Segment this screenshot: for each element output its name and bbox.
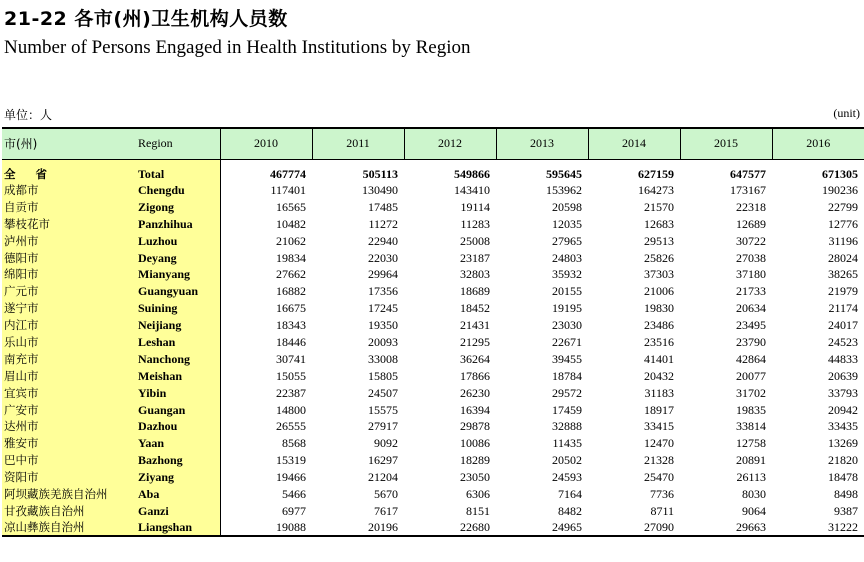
value-cell: 24965 bbox=[496, 519, 588, 536]
value-cell: 12470 bbox=[644, 436, 674, 451]
value-cell: 20502 bbox=[552, 453, 582, 468]
region-name-en: Dazhou bbox=[132, 418, 220, 435]
value-cell: 24017 bbox=[828, 318, 858, 333]
value-cell: 23187 bbox=[460, 250, 490, 265]
value-cell: 35932 bbox=[552, 267, 582, 282]
header-year: 2014 bbox=[588, 128, 680, 159]
region-name-en: Guangan bbox=[132, 401, 220, 418]
unit-label-cn: 单位：人 bbox=[4, 108, 53, 122]
value-cell: 21570 bbox=[644, 199, 674, 214]
value-cell: 6306 bbox=[466, 486, 490, 501]
value-cell: 20639 bbox=[828, 368, 858, 383]
value-cell: 20196 bbox=[312, 519, 404, 536]
value-cell: 21820 bbox=[828, 453, 858, 468]
value-cell: 11283 bbox=[460, 216, 490, 231]
value-cell: 33435 bbox=[828, 419, 858, 434]
header-year: 2015 bbox=[680, 128, 772, 159]
value-cell: 19834 bbox=[276, 250, 306, 265]
table-row bbox=[2, 469, 864, 486]
value-cell: 16882 bbox=[276, 284, 306, 299]
table-row bbox=[2, 502, 864, 519]
value-cell: 15805 bbox=[368, 368, 398, 383]
value-cell: 41401 bbox=[644, 351, 674, 366]
value-cell: 17866 bbox=[460, 368, 490, 383]
value-cell: 153962 bbox=[546, 182, 582, 197]
table-body bbox=[2, 159, 864, 536]
region-name-en: Luzhou bbox=[132, 232, 220, 249]
value-cell: 22680 bbox=[404, 519, 496, 536]
value-cell: 17459 bbox=[552, 402, 582, 417]
value-cell: 8498 bbox=[834, 486, 858, 501]
value-cell: 21006 bbox=[644, 284, 674, 299]
value-cell: 143410 bbox=[454, 182, 490, 197]
value-cell: 29513 bbox=[644, 233, 674, 248]
value-cell: 21204 bbox=[368, 470, 398, 485]
unit-label-en: (unit) bbox=[833, 106, 860, 120]
value-cell: 16565 bbox=[276, 199, 306, 214]
region-name-en: Suining bbox=[132, 300, 220, 317]
value-cell: 20077 bbox=[736, 368, 766, 383]
region-name-en: Meishan bbox=[132, 367, 220, 384]
value-cell: 39455 bbox=[552, 351, 582, 366]
value-cell: 21174 bbox=[828, 301, 858, 316]
value-cell: 26230 bbox=[460, 385, 490, 400]
value-cell: 5466 bbox=[282, 486, 306, 501]
value-cell: 20155 bbox=[552, 284, 582, 299]
value-cell: 24593 bbox=[552, 470, 582, 485]
city-name-cn: 绵阳市 bbox=[2, 266, 132, 283]
value-cell: 19830 bbox=[644, 301, 674, 316]
value-cell: 21062 bbox=[276, 233, 306, 248]
table-row bbox=[2, 215, 864, 232]
value-cell: 30741 bbox=[276, 351, 306, 366]
page-title-cn: 21-22 各市(州)卫生机构人员数 bbox=[4, 8, 288, 30]
value-cell: 22671 bbox=[552, 334, 582, 349]
value-cell: 549866 bbox=[454, 166, 490, 181]
value-cell: 11435 bbox=[552, 436, 582, 451]
value-cell: 25008 bbox=[460, 233, 490, 248]
value-cell: 27965 bbox=[552, 233, 582, 248]
value-cell: 19835 bbox=[736, 402, 766, 417]
table-row bbox=[2, 182, 864, 199]
value-cell: 27662 bbox=[276, 267, 306, 282]
city-name-cn: 内江市 bbox=[2, 317, 132, 334]
value-cell: 31196 bbox=[828, 233, 858, 248]
table-row bbox=[2, 300, 864, 317]
value-cell: 8711 bbox=[650, 503, 674, 518]
value-cell: 20598 bbox=[552, 199, 582, 214]
value-cell: 24523 bbox=[828, 334, 858, 349]
value-cell: 12758 bbox=[736, 436, 766, 451]
value-cell: 33814 bbox=[736, 419, 766, 434]
value-cell: 26555 bbox=[276, 419, 306, 434]
value-cell: 21431 bbox=[460, 318, 490, 333]
value-cell: 23495 bbox=[736, 318, 766, 333]
table-row bbox=[2, 350, 864, 367]
value-cell: 8151 bbox=[466, 503, 490, 518]
value-cell: 671305 bbox=[822, 166, 858, 181]
value-cell: 17356 bbox=[368, 284, 398, 299]
city-name-cn: 眉山市 bbox=[2, 367, 132, 384]
table-row bbox=[2, 418, 864, 435]
value-cell: 21328 bbox=[644, 453, 674, 468]
value-cell: 33008 bbox=[368, 351, 398, 366]
value-cell: 20093 bbox=[368, 334, 398, 349]
data-table bbox=[2, 127, 864, 537]
value-cell: 16675 bbox=[276, 301, 306, 316]
header-year: 2013 bbox=[496, 128, 588, 159]
city-name-cn: 雅安市 bbox=[2, 435, 132, 452]
value-cell: 22387 bbox=[276, 385, 306, 400]
value-cell: 9387 bbox=[834, 503, 858, 518]
value-cell: 25826 bbox=[644, 250, 674, 265]
value-cell: 44833 bbox=[828, 351, 858, 366]
value-cell: 33415 bbox=[644, 419, 674, 434]
value-cell: 10482 bbox=[276, 216, 306, 231]
city-name-cn: 遂宁市 bbox=[2, 300, 132, 317]
city-name-cn: 凉山彝族自治州 bbox=[2, 519, 132, 536]
region-name-en: Liangshan bbox=[132, 519, 220, 536]
value-cell: 12689 bbox=[736, 216, 766, 231]
value-cell: 20634 bbox=[736, 301, 766, 316]
value-cell: 15055 bbox=[276, 368, 306, 383]
city-name-cn: 广元市 bbox=[2, 283, 132, 300]
city-name-cn: 成都市 bbox=[2, 182, 132, 199]
value-cell: 18784 bbox=[552, 368, 582, 383]
value-cell: 467774 bbox=[270, 166, 306, 181]
region-name-en: Bazhong bbox=[132, 452, 220, 469]
header-year: 2016 bbox=[772, 128, 864, 159]
value-cell: 19195 bbox=[552, 301, 582, 316]
value-cell: 23486 bbox=[644, 318, 674, 333]
region-name-en: Mianyang bbox=[132, 266, 220, 283]
region-name-en: Yibin bbox=[132, 384, 220, 401]
value-cell: 21979 bbox=[828, 284, 858, 299]
value-cell: 8568 bbox=[282, 436, 306, 451]
value-cell: 11272 bbox=[368, 216, 398, 231]
value-cell: 18446 bbox=[276, 334, 306, 349]
value-cell: 23790 bbox=[736, 334, 766, 349]
header-region: Region bbox=[132, 128, 220, 159]
value-cell: 7617 bbox=[374, 503, 398, 518]
value-cell: 190236 bbox=[822, 182, 858, 197]
city-name-cn: 德阳市 bbox=[2, 249, 132, 266]
value-cell: 117401 bbox=[270, 182, 306, 197]
city-name-cn: 自贡市 bbox=[2, 198, 132, 215]
region-name-en: Total bbox=[132, 159, 220, 182]
city-name-cn: 资阳市 bbox=[2, 469, 132, 486]
table-row bbox=[2, 384, 864, 401]
region-name-en: Guangyuan bbox=[132, 283, 220, 300]
region-name-en: Ganzi bbox=[132, 502, 220, 519]
region-name-en: Aba bbox=[132, 486, 220, 503]
value-cell: 7164 bbox=[558, 486, 582, 501]
value-cell: 16394 bbox=[460, 402, 490, 417]
table-row bbox=[2, 486, 864, 503]
region-name-en: Zigong bbox=[132, 198, 220, 215]
value-cell: 6977 bbox=[282, 503, 306, 518]
region-name-en: Ziyang bbox=[132, 469, 220, 486]
value-cell: 17485 bbox=[368, 199, 398, 214]
value-cell: 21733 bbox=[736, 284, 766, 299]
city-name-cn: 泸州市 bbox=[2, 232, 132, 249]
value-cell: 17245 bbox=[368, 301, 398, 316]
value-cell: 595645 bbox=[546, 166, 582, 181]
region-name-en: Leshan bbox=[132, 334, 220, 351]
value-cell: 22318 bbox=[736, 199, 766, 214]
value-cell: 7736 bbox=[650, 486, 674, 501]
value-cell: 24507 bbox=[368, 385, 398, 400]
value-cell: 29878 bbox=[460, 419, 490, 434]
table-row bbox=[2, 452, 864, 469]
region-name-en: Deyang bbox=[132, 249, 220, 266]
header-year: 2010 bbox=[220, 128, 312, 159]
city-name-cn: 宜宾市 bbox=[2, 384, 132, 401]
value-cell: 12683 bbox=[644, 216, 674, 231]
value-cell: 12776 bbox=[828, 216, 858, 231]
table-row bbox=[2, 519, 864, 536]
header-city: 市(州) bbox=[2, 128, 132, 159]
city-name-cn: 全 省 bbox=[2, 159, 132, 182]
value-cell: 9064 bbox=[742, 503, 766, 518]
value-cell: 18689 bbox=[460, 284, 490, 299]
table-row bbox=[2, 317, 864, 334]
value-cell: 23050 bbox=[460, 470, 490, 485]
header-year: 2012 bbox=[404, 128, 496, 159]
table-row bbox=[2, 266, 864, 283]
value-cell: 28024 bbox=[828, 250, 858, 265]
value-cell: 10086 bbox=[460, 436, 490, 451]
value-cell: 31183 bbox=[644, 385, 674, 400]
value-cell: 27917 bbox=[368, 419, 398, 434]
city-name-cn: 攀枝花市 bbox=[2, 215, 132, 232]
value-cell: 42864 bbox=[736, 351, 766, 366]
value-cell: 8482 bbox=[558, 503, 582, 518]
value-cell: 164273 bbox=[638, 182, 674, 197]
value-cell: 27090 bbox=[588, 519, 680, 536]
value-cell: 32888 bbox=[552, 419, 582, 434]
table-row bbox=[2, 198, 864, 215]
value-cell: 505113 bbox=[362, 166, 398, 181]
header-year: 2011 bbox=[312, 128, 404, 159]
value-cell: 36264 bbox=[460, 351, 490, 366]
value-cell: 15575 bbox=[368, 402, 398, 417]
value-cell: 21295 bbox=[460, 334, 490, 349]
region-name-en: Neijiang bbox=[132, 317, 220, 334]
city-name-cn: 甘孜藏族自治州 bbox=[2, 502, 132, 519]
value-cell: 8030 bbox=[742, 486, 766, 501]
city-name-cn: 乐山市 bbox=[2, 334, 132, 351]
value-cell: 31702 bbox=[736, 385, 766, 400]
value-cell: 23516 bbox=[644, 334, 674, 349]
value-cell: 18343 bbox=[276, 318, 306, 333]
city-name-cn: 达州市 bbox=[2, 418, 132, 435]
value-cell: 627159 bbox=[638, 166, 674, 181]
table-row bbox=[2, 283, 864, 300]
region-name-en: Yaan bbox=[132, 435, 220, 452]
value-cell: 26113 bbox=[736, 470, 766, 485]
header-row bbox=[2, 128, 864, 159]
city-name-cn: 南充市 bbox=[2, 350, 132, 367]
value-cell: 27038 bbox=[736, 250, 766, 265]
table-row-total bbox=[2, 159, 864, 182]
value-cell: 20942 bbox=[828, 402, 858, 417]
value-cell: 38265 bbox=[828, 267, 858, 282]
value-cell: 33793 bbox=[828, 385, 858, 400]
value-cell: 32803 bbox=[460, 267, 490, 282]
table-row bbox=[2, 232, 864, 249]
value-cell: 24803 bbox=[552, 250, 582, 265]
region-name-en: Panzhihua bbox=[132, 215, 220, 232]
value-cell: 29964 bbox=[368, 267, 398, 282]
value-cell: 20891 bbox=[736, 453, 766, 468]
value-cell: 9092 bbox=[374, 436, 398, 451]
value-cell: 173167 bbox=[730, 182, 766, 197]
table-row bbox=[2, 334, 864, 351]
city-name-cn: 巴中市 bbox=[2, 452, 132, 469]
value-cell: 29663 bbox=[680, 519, 772, 536]
table-row bbox=[2, 367, 864, 384]
city-name-cn: 广安市 bbox=[2, 401, 132, 418]
value-cell: 31222 bbox=[772, 519, 864, 536]
value-cell: 130490 bbox=[362, 182, 398, 197]
value-cell: 15319 bbox=[276, 453, 306, 468]
city-name-cn: 阿坝藏族羌族自治州 bbox=[2, 486, 132, 503]
value-cell: 22030 bbox=[368, 250, 398, 265]
value-cell: 19466 bbox=[276, 470, 306, 485]
value-cell: 18452 bbox=[460, 301, 490, 316]
value-cell: 18289 bbox=[460, 453, 490, 468]
region-name-en: Chengdu bbox=[132, 182, 220, 199]
value-cell: 30722 bbox=[736, 233, 766, 248]
value-cell: 20432 bbox=[644, 368, 674, 383]
value-cell: 23030 bbox=[552, 318, 582, 333]
value-cell: 12035 bbox=[552, 216, 582, 231]
value-cell: 16297 bbox=[368, 453, 398, 468]
value-cell: 22799 bbox=[828, 199, 858, 214]
value-cell: 19114 bbox=[460, 199, 490, 214]
value-cell: 22940 bbox=[368, 233, 398, 248]
value-cell: 18917 bbox=[644, 402, 674, 417]
page-title-en: Number of Persons Engaged in Health Institutions by Region bbox=[4, 37, 471, 58]
value-cell: 19088 bbox=[220, 519, 312, 536]
value-cell: 5670 bbox=[374, 486, 398, 501]
table-row bbox=[2, 249, 864, 266]
value-cell: 647577 bbox=[730, 166, 766, 181]
region-name-en: Nanchong bbox=[132, 350, 220, 367]
value-cell: 18478 bbox=[828, 470, 858, 485]
value-cell: 25470 bbox=[644, 470, 674, 485]
value-cell: 29572 bbox=[552, 385, 582, 400]
table-row bbox=[2, 401, 864, 418]
value-cell: 14800 bbox=[276, 402, 306, 417]
table-row bbox=[2, 435, 864, 452]
value-cell: 13269 bbox=[828, 436, 858, 451]
value-cell: 37180 bbox=[736, 267, 766, 282]
value-cell: 37303 bbox=[644, 267, 674, 282]
value-cell: 19350 bbox=[368, 318, 398, 333]
